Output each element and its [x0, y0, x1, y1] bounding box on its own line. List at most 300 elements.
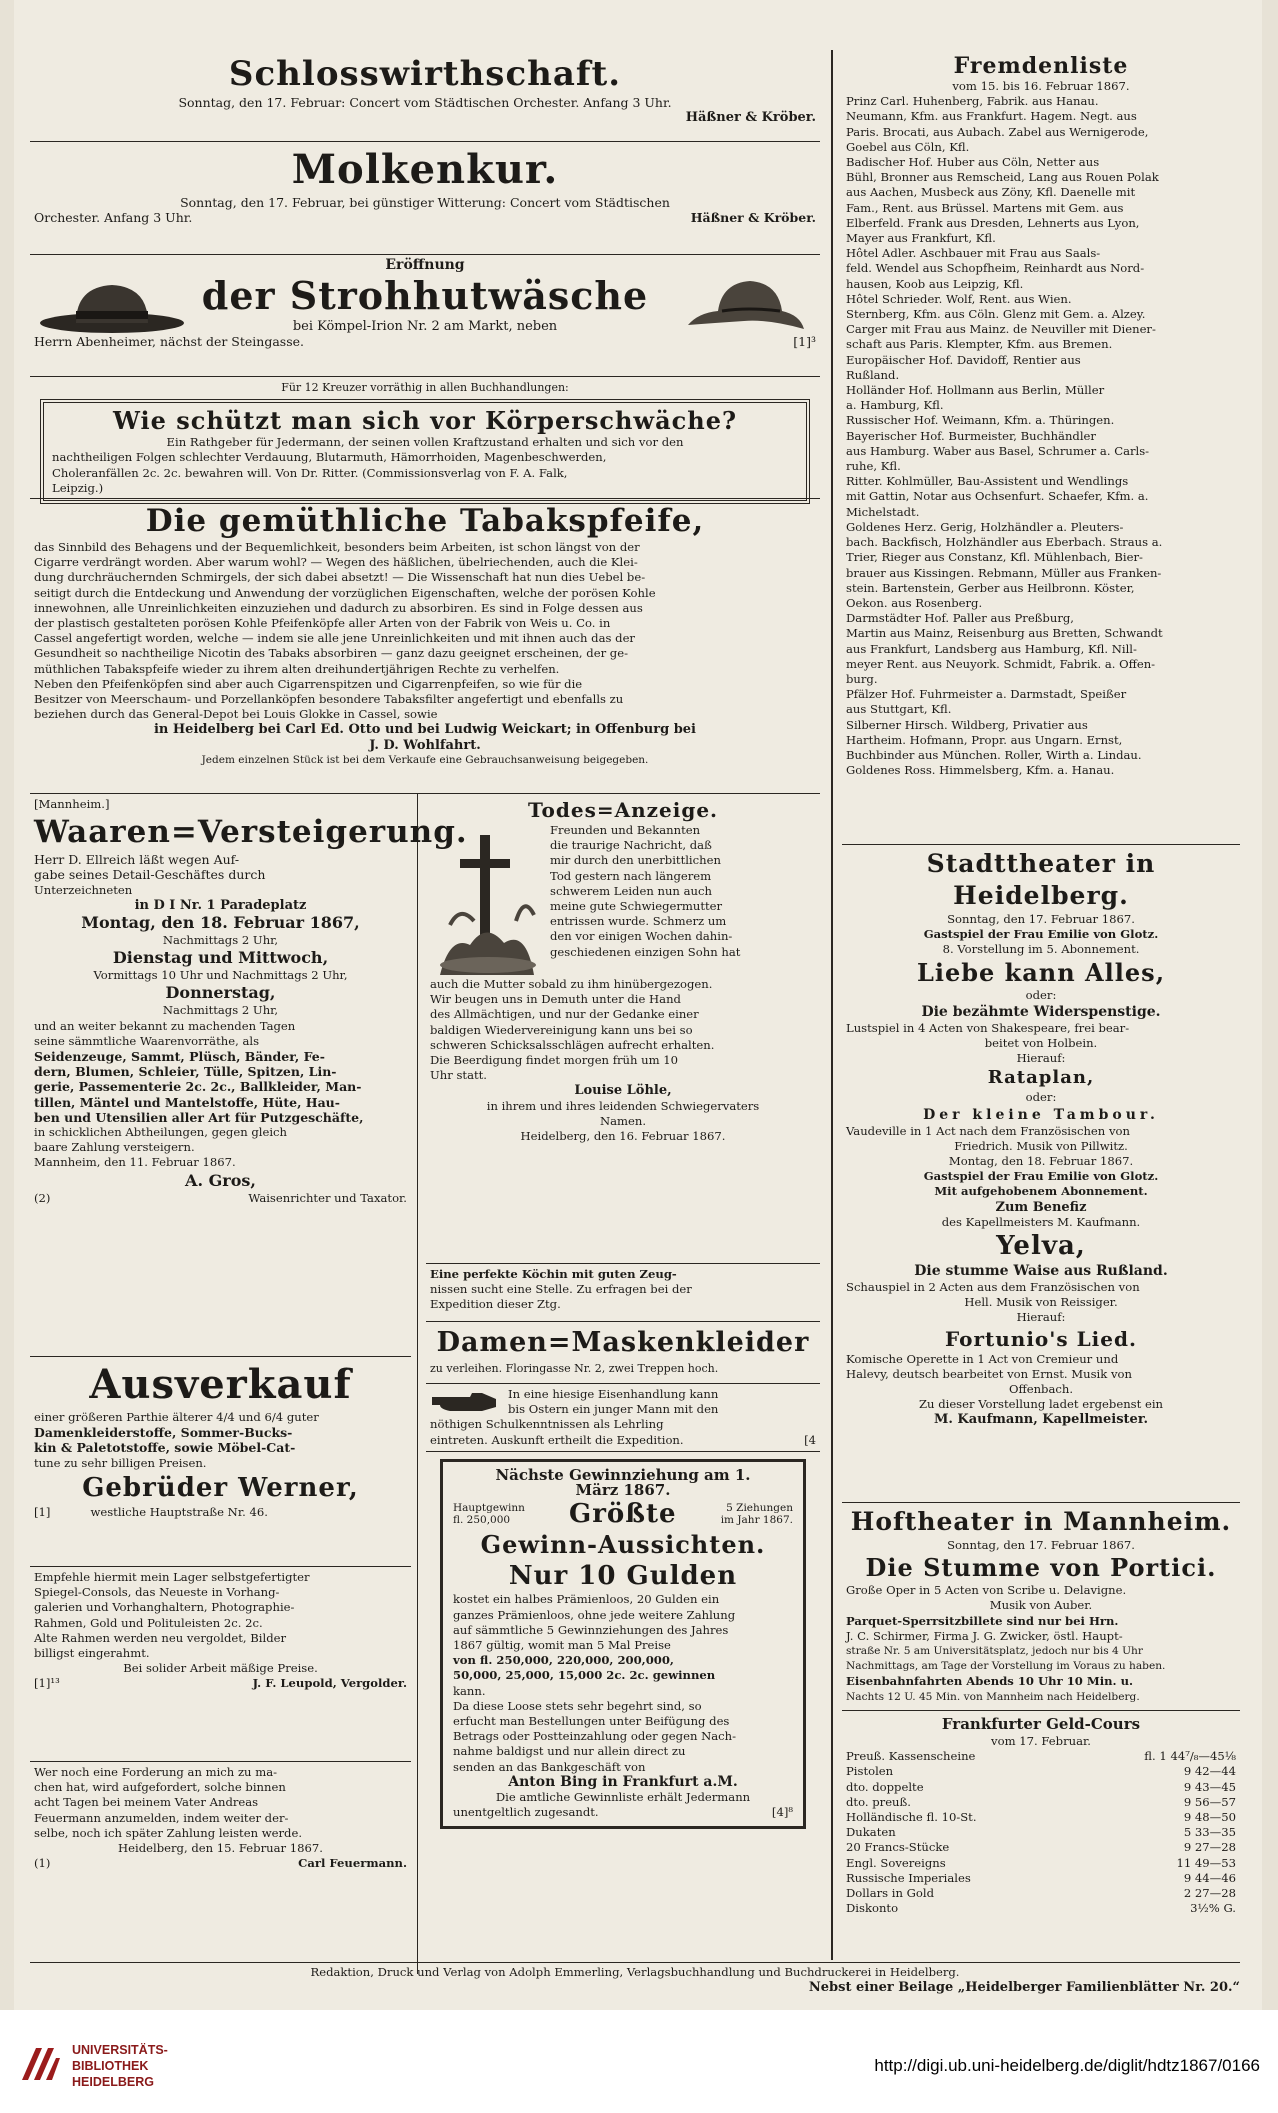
fremd-line: Russischer Hof. Weimann, Kfm. a. Thüringen. [846, 413, 1115, 428]
cours-row [846, 1886, 1236, 1901]
stadt-l18: Hierauf: [1016, 1310, 1066, 1325]
waaren-l17: ben und Utensilien aller Art für Putzgeschäfte, [34, 1109, 364, 1125]
fremd-line: aus Hamburg. Waber aus Basel, Schrumer a. Carls- [846, 443, 1150, 458]
cours-name: Russische Imperiales [846, 1870, 971, 1885]
tabak-l7: Cassel angefertigt worden, welche — indem sie alle jene Unreinlichkeiten und mit ihnen auch das der [34, 631, 635, 646]
schloss-title: Schlosswirthschaft. [228, 54, 622, 94]
gewinn-l11: nahme baldigst und nur allein direct zu [453, 1744, 686, 1759]
stadt-l8: oder: [1025, 1090, 1057, 1105]
fremd-line: Michelstadt. [846, 504, 920, 519]
fremd-title: Fremdenliste [953, 53, 1129, 79]
leupold-l5: Alte Rahmen werden neu vergoldet, Bilder [34, 1630, 287, 1645]
stadt-l3: 8. Vorstellung im 5. Abonnement. [942, 942, 1140, 957]
fremd-line: Europäischer Hof. Davidoff, Rentier aus [846, 352, 1081, 367]
logo-line3: HEIDELBERG [72, 2075, 154, 2089]
fremd-line: Hôtel Adler. Aschbauer mit Frau aus Saals- [846, 246, 1101, 261]
fremd-line: brauer aus Kissingen. Rebmann, Müller aus Franken- [846, 565, 1162, 580]
cours-row [846, 1810, 1236, 1825]
waaren-l15: gerie, Passementerie 2c. 2c., Ballkleider, Man- [34, 1079, 362, 1095]
schutz-l3: Choleranfällen 2c. 2c. bewahren will. Von Dr. Ritter. (Commissionsverlag von F. A. Falk, [52, 465, 568, 480]
ad-schlosswirthschaft [30, 50, 820, 142]
schloss-line: Sonntag, den 17. Februar: Concert vom Städtischen Orchester. Anfang 3 Uhr. [178, 95, 672, 110]
feuermann-l2: chen hat, wird aufgefordert, solche binnen [34, 1780, 286, 1795]
leupold-sign: J. F. Leupold, Vergolder. [252, 1676, 407, 1691]
fremd-line: Silberner Hirsch. Wildberg, Privatier aus [846, 717, 1088, 732]
fremd-line: Holländer Hof. Hollmann aus Berlin, Müller [846, 383, 1105, 398]
waaren-l9: Donnerstag, [165, 983, 276, 1003]
cours-name: dto. preuß. [846, 1794, 911, 1809]
left-subcolumns [30, 794, 820, 1974]
hof-l2: Große Oper in 5 Acten von Scribe u. Delavigne. [846, 1583, 1127, 1598]
waaren-sign: A. Gros, [185, 1170, 256, 1190]
schutz-frame [40, 399, 810, 504]
todes-l10: auch die Mutter sobald zu ihm hinübergezogen. [430, 977, 713, 991]
todes-l18: Namen. [599, 1113, 647, 1128]
stadt-t7: Fortunio's Lied. [945, 1326, 1137, 1351]
waaren-l10: Nachmittags 2 Uhr, [162, 1003, 279, 1018]
hof-l6: straße Nr. 5 am Universitätsplatz, jedoch nur bis 4 Uhr [846, 1645, 1143, 1658]
todes-l16: Uhr statt. [430, 1068, 487, 1083]
cours-name: Dollars in Gold [846, 1886, 935, 1901]
todes-l8: den vor einigen Wochen dahin- [550, 929, 733, 944]
schutz-top: Für 12 Kreuzer vorräthig in allen Buchhandlungen: [281, 381, 569, 394]
fremd-line: Paris. Brocati, aus Aubach. Zabel aus Wernigerode, [846, 124, 1149, 139]
ad-tabakspfeife [30, 499, 820, 794]
hof-l8: Eisenbahnfahrten Abends 10 Uhr 10 Min. u. [846, 1674, 1134, 1689]
fremd-line: mit Gattin, Notar aus Ochsenfurt. Schaefer, Kfm. a. [846, 489, 1149, 504]
fremd-line: burg. [846, 671, 878, 686]
todes-l13: baldigen Wiedervereinigung kann uns bei so [430, 1022, 693, 1037]
koechin-l3: Expedition dieser Ztg. [430, 1297, 561, 1312]
gewinn-t3: Gewinn-Aussichten. [480, 1530, 766, 1560]
fremd-line: Pfälzer Hof. Fuhrmeister a. Darmstadt, Speißer [846, 687, 1127, 702]
molken-line2: Orchester. Anfang 3 Uhr. [34, 210, 193, 226]
ad-molkenkur [30, 142, 820, 255]
feuermann-l4: Feuermann anzumelden, indem weiter der- [34, 1810, 289, 1825]
fremd-line: Prinz Carl. Huhenberg, Fabrik. aus Hanau. [846, 94, 1099, 109]
cours-value: 5 33—35 [1183, 1825, 1236, 1840]
todes-title: Todes=Anzeige. [527, 798, 719, 822]
todes-l4: Tod gestern nach längerem [550, 868, 712, 883]
todes-l7: entrissen wurde. Schmerz um [550, 914, 727, 929]
tabak-l8: Gesundheit so nachtheilige Nicotin des Tabaks absorbiren — ganz dazu geeignet erscheinen, der ge- [34, 646, 629, 661]
cours-row [846, 1764, 1236, 1779]
stadt-l2: Gastspiel der Frau Emilie von Glotz. [923, 927, 1159, 942]
todes-l9: geschiedenen einzigen Sohn hat [550, 944, 741, 959]
fremd-line: a. Hamburg, Kfl. [846, 398, 944, 413]
waaren-l3: Unterzeichneten [34, 882, 133, 897]
ad-todesanzeige [426, 794, 820, 1264]
todes-name: Louise Löhle, [574, 1083, 672, 1099]
stadt-l17: Hell. Musik von Reissiger. [964, 1295, 1118, 1310]
stadt-l21: Offenbach. [1008, 1382, 1074, 1397]
fremd-line: Buchbinder aus München. Roller, Wirth a. Lindau. [846, 747, 1142, 762]
tabak-l4: seitigt durch die Entdeckung und Anwendung der vorzüglichen Eigenschaften, welche der porösen Kohle [34, 585, 656, 600]
fremd-line: Trier, Rieger aus Constanz, Kfl. Mühlenbach, Bier- [846, 550, 1143, 565]
stadt-t5: Yelva, [996, 1231, 1086, 1262]
hof-l7: Nachmittags, am Tage der Vorstellung im Voraus zu haben. [846, 1660, 1166, 1673]
lehrling-l1: In eine hiesige Eisenhandlung kann [508, 1387, 719, 1401]
fremd-line: Carger mit Frau aus Mainz. de Neuviller mit Diener- [846, 322, 1156, 337]
gewinn-gr: Größte [569, 1499, 677, 1530]
gewinn-num: [4]⁸ [771, 1805, 793, 1820]
todes-l12: des Allmächtigen, und nur der Gedanke einer [430, 1007, 699, 1022]
lehrling-l3: nöthigen Schulkenntnissen als Lehrling [430, 1417, 664, 1432]
cours-value: 9 43—45 [1183, 1779, 1236, 1794]
stadttheater [842, 845, 1240, 1503]
cours-value: 3½% G. [1190, 1901, 1236, 1916]
waaren-l13: Seidenzeuge, Sammt, Plüsch, Bänder, Fe- [34, 1049, 325, 1065]
fremd-line: Darmstädter Hof. Paller aus Preßburg, [846, 611, 1074, 626]
gewinn-l7: kann. [453, 1683, 486, 1698]
stadt-l6: beitet von Holbein. [984, 1036, 1098, 1051]
gewinn-l9: erfucht man Bestellungen unter Beifügung des [453, 1714, 730, 1729]
hof-l4: Parquet-Sperrsitzbillete sind nur bei Hrn. [846, 1613, 1119, 1628]
tabak-l2: Cigarre verdrängt worden. Aber warum wohl? — Wegen des häßlichen, übelriechenden, auch die Klei- [34, 555, 638, 570]
leupold-l7: Bei solider Arbeit mäßige Preise. [123, 1661, 318, 1676]
waaren-l12: seine sämmtliche Waarenvorräthe, als [34, 1033, 260, 1048]
beilage-line: Nebst einer Beilage „Heidelberger Familienblätter Nr. 20.“ [808, 1980, 1240, 1995]
gewinn-l5: von fl. 250,000, 220,000, 200,000, [453, 1653, 674, 1668]
hat-icon-right [678, 275, 808, 335]
molken-sign: Häßner & Kröber. [690, 210, 816, 226]
gewinn-l13: Die amtliche Gewinnliste erhält Jedermann [495, 1790, 751, 1805]
fremd-line: aus Stuttgart, Kfl. [846, 702, 952, 717]
cours-row [846, 1795, 1236, 1810]
fremd-line: stein. Bartenstein, Gerber aus Heilbronn. Köster, [846, 580, 1135, 595]
hat-icon-left [38, 277, 186, 335]
library-logo-text [72, 2042, 168, 2090]
ad-strohhut [30, 255, 820, 377]
tabak-l6: der plastisch gestalteten porösen Kohle Pfeifenköpfe aller Arten von der Fabrik von Weis u. Co. in [34, 616, 611, 631]
todes-l6: meine gute Schwiegermutter [550, 899, 723, 914]
tabak-title: Die gemüthliche Tabakspfeife, [145, 503, 705, 539]
fremd-line: aus Aachen, Musbeck aus Zöny, Kfl. Daenelle mit [846, 185, 1136, 200]
grave-cross-icon [430, 825, 542, 975]
cours-table [846, 1749, 1236, 1916]
waaren-l8: Vormittags 10 Uhr und Nachmittags 2 Uhr, [93, 968, 348, 983]
cours-name: Holländische fl. 10-St. [846, 1810, 977, 1825]
hoftheater [842, 1503, 1240, 1711]
fremd-line: Hartheim. Hofmann, Propr. aus Ungarn. Ernst, [846, 732, 1123, 747]
ausverkauf-title: Ausverkauf [89, 1361, 352, 1408]
schutz-l2: nachtheiligen Folgen schlechter Verdauung, Blutarmuth, Hämorrhoiden, Magenbeschwerden, [52, 450, 607, 465]
stroh-line2: Herrn Abenheimer, nächst der Steingasse. [34, 334, 304, 350]
imprint-area [30, 1962, 1240, 1995]
damen-l1: zu verleihen. Floringasse Nr. 2, zwei Treppen hoch. [430, 1362, 719, 1375]
leupold-l6: billigst eingerahmt. [34, 1646, 150, 1661]
fremd-line: Fam., Rent. aus Brüssel. Martens mit Gem. aus [846, 200, 1124, 215]
tabak-l13: in Heidelberg bei Carl Ed. Otto und bei Ludwig Weickart; in Offenburg bei [153, 722, 696, 738]
fremd-line: Badischer Hof. Huber aus Cöln, Netter aus [846, 155, 1100, 170]
gewinn-l1: kostet ein halbes Prämienloos, 20 Gulden ein [453, 1592, 720, 1607]
cours-name: Engl. Sovereigns [846, 1855, 946, 1870]
leupold-l3: galerien und Vorhanghaltern, Photographie- [34, 1600, 295, 1615]
tabak-l11: Besitzer von Meerschaum- und Porzellanköpfen besondere Tabaksfilter angefertigt und ebenfalls zu [34, 692, 624, 707]
cours-value: 9 44—46 [1183, 1870, 1236, 1885]
feuermann-l1: Wer noch eine Forderung an mich zu ma- [34, 1765, 278, 1779]
todes-l5: schwerem Leiden nun auch [550, 883, 712, 898]
waaren-title: Waaren=Versteigerung. [34, 814, 468, 851]
stadt-t1: Liebe kann Alles, [916, 957, 1166, 987]
gewinn-hgv: fl. 250,000 [453, 1514, 511, 1527]
waaren-l2: gabe seines Detail-Geschäftes durch [34, 867, 266, 883]
gewinn-l3: auf sämmtliche 5 Gewinnziehungen des Jahres [453, 1622, 729, 1637]
gewinn-frame [440, 1459, 806, 1829]
ad-koerperschwaeche [30, 377, 820, 499]
stadt-l14: Zum Benefiz [995, 1199, 1087, 1215]
fremd-line: Sternberg, Kfm. aus Cöln. Glenz mit Gem. a. Alzey. [846, 307, 1146, 322]
fremdenliste [842, 50, 1240, 845]
gewinn-l10: Betrags oder Postteinzahlung oder gegen Nach- [453, 1729, 737, 1744]
todes-l2: die traurige Nachricht, daß [550, 838, 712, 853]
gewinn-l2: ganzes Prämienloos, ohne jede weitere Zahlung [453, 1607, 736, 1622]
library-footer [0, 2010, 1278, 2113]
ausverkauf-firm: Gebrüder Werner, [82, 1472, 359, 1503]
koechin-l1: Eine perfekte Köchin mit guten Zeug- [430, 1267, 677, 1281]
cours-row [846, 1780, 1236, 1795]
waaren-l4: in D I Nr. 1 Paradeplatz [134, 897, 307, 913]
feuermann-sign: Carl Feuermann. [298, 1856, 407, 1871]
cours-name: Preuß. Kassenscheine [846, 1749, 976, 1764]
tabak-l12: beziehen durch das General-Depot bei Louis Glokke in Cassel, sowie [34, 707, 438, 722]
fremd-line: schaft aus Paris. Klempter, Kfm. aus Bremen. [846, 337, 1113, 352]
cours-row [846, 1825, 1236, 1840]
logo-line1: UNIVERSITÄTS- [72, 2043, 168, 2057]
gewinn-l6: 50,000, 25,000, 15,000 2c. 2c. gewinnen [453, 1668, 716, 1683]
lehrling-l4: eintreten. Auskunft ertheilt die Expedition. [430, 1432, 684, 1447]
ad-leupold [30, 1567, 411, 1762]
gewinn-zj: im Jahr 1867. [720, 1514, 793, 1527]
logo-line2: BIBLIOTHEK [72, 2059, 149, 2073]
schloss-sign: Häßner & Kröber. [685, 110, 816, 126]
gewinn-z: 5 Ziehungen [726, 1502, 793, 1515]
fremd-line: Elberfeld. Frank aus Dresden, Lehnerts aus Lyon, [846, 215, 1140, 230]
lehrling-l2: bis Ostern ein junger Mann mit den [508, 1402, 719, 1417]
stadt-l22: Zu dieser Vorstellung ladet ergebenst ein [918, 1397, 1163, 1412]
ausverkauf-l4: tune zu sehr billigen Preisen. [34, 1455, 207, 1470]
fremd-line: Goebel aus Cöln, Kfl. [846, 139, 970, 154]
gewinn-l4: 1867 gültig, womit man 5 Mal Preise [453, 1638, 671, 1653]
cours-row [846, 1840, 1236, 1855]
left-subcolumn-b [418, 794, 820, 1974]
lehrling-num: [4 [804, 1432, 816, 1447]
hof-title: Hoftheater in Mannheim. [850, 1507, 1232, 1536]
molken-title: Molkenkur. [291, 146, 559, 193]
imprint-line: Redaktion, Druck und Verlag von Adolph Emmerling, Verlagsbuchhandlung und Buchdruckerei in Heidelberg. [30, 1962, 1240, 1980]
stroh-pre: Eröffnung [385, 257, 465, 273]
fremd-line: feld. Wendel aus Schopfheim, Reinhardt aus Nord- [846, 261, 1145, 276]
tabak-l14: J. D. Wohlfahrt. [369, 737, 481, 753]
cours-value: 9 48—50 [1183, 1810, 1236, 1825]
gewinn-hg: Hauptgewinn [453, 1502, 525, 1515]
stadt-l5: Lustspiel in 4 Acten von Shakespeare, frei bear- [846, 1020, 1130, 1035]
ausverkauf-l3: kin & Paletotstoffe, sowie Möbel-Cat- [34, 1440, 296, 1456]
stadt-l1: Sonntag, den 17. Februar 1867. [947, 912, 1135, 926]
todes-l11: Wir beugen uns in Demuth unter die Hand [430, 992, 681, 1007]
waaren-l18: in schicklichen Abtheilungen, gegen gleich [34, 1125, 288, 1140]
geld-cours [842, 1711, 1240, 1941]
fremd-line: hausen, Koob aus Leipzig, Kfl. [846, 276, 1024, 291]
left-column [30, 50, 820, 1974]
tabak-l3: dung durchräuchernden Schmirgels, der sich dabei absetzt! — Die Wissenschaft hat nun dies Uebel be- [34, 570, 646, 585]
fremd-line: Oekon. aus Rosenberg. [846, 595, 983, 610]
stroh-title: der Strohhutwäsche [201, 273, 649, 319]
todes-l1: Freunden und Bekannten [550, 823, 701, 837]
hof-l3: Musik von Auber. [989, 1598, 1093, 1613]
cours-row [846, 1871, 1236, 1886]
waaren-l6: Nachmittags 2 Uhr, [162, 933, 279, 948]
stadt-l10: Friedrich. Musik von Pillwitz. [954, 1138, 1128, 1153]
feuermann-l6: Heidelberg, den 15. Februar 1867. [118, 1841, 323, 1856]
stadt-t3: Rataplan, [987, 1067, 1095, 1089]
waaren-l11: und an weiter bekannt zu machenden Tagen [34, 1018, 296, 1033]
fremd-line: Bühl, Bronner aus Remscheid, Lang aus Rouen Polak [846, 170, 1159, 185]
waaren-l20: Mannheim, den 11. Februar 1867. [34, 1155, 236, 1170]
fremd-line: ruhe, Kfl. [846, 459, 901, 474]
stadt-title: Stadttheater in Heidelberg. [926, 849, 1156, 910]
cours-name: 20 Francs-Stücke [846, 1840, 950, 1855]
ad-maskenkleider [426, 1322, 820, 1384]
fremd-line: Hôtel Schrieder. Wolf, Rent. aus Wien. [846, 291, 1072, 306]
waaren-role: Waisenrichter und Taxator. [248, 1190, 407, 1205]
fremd-line: Rußland. [846, 367, 900, 382]
ausverkauf-l1: einer größeren Parthie älterer 4/4 und 6/4 guter [34, 1410, 319, 1424]
right-column [842, 50, 1240, 1941]
pointing-hand-icon [430, 1389, 500, 1415]
ad-gewinnziehung [426, 1452, 820, 1957]
tabak-l15: Jedem einzelnen Stück ist bei dem Verkaufe eine Gebrauchsanweisung beigegeben. [201, 753, 649, 766]
koechin-l2: nissen sucht eine Stelle. Zu erfragen bei der [430, 1282, 692, 1297]
stadt-l13: Mit aufgehobenem Abonnement. [934, 1184, 1148, 1199]
waaren-l7: Dienstag und Mittwoch, [112, 948, 329, 968]
fremd-line: bach. Backfisch, Holzhändler aus Eberbach. Straus a. [846, 535, 1163, 550]
stadt-sign: M. Kaufmann, Kapellmeister. [933, 1412, 1149, 1428]
stroh-line1: bei Kömpel-Irion Nr. 2 am Markt, neben [292, 319, 558, 335]
stadt-l9: Vaudeville in 1 Act nach dem Französischen von [846, 1123, 1130, 1138]
hof-l9: Nachts 12 U. 45 Min. von Mannheim nach Heidelberg. [846, 1690, 1140, 1703]
stadt-l19: Komische Operette in 1 Act von Cremieur und [846, 1351, 1119, 1366]
fremd-line: Bayerischer Hof. Burmeister, Buchhändler [846, 428, 1096, 443]
leupold-l2: Spiegel-Consols, das Neueste in Vorhang- [34, 1585, 280, 1600]
todes-l15: Die Beerdigung findet morgen früh um 10 [430, 1053, 679, 1068]
gewinn-l14: unentgeltlich zugesandt. [453, 1805, 599, 1820]
cours-value: 2 27—28 [1183, 1886, 1236, 1901]
cours-row [846, 1856, 1236, 1871]
fremd-line: aus Frankfurt, Landsberg aus Hamburg, Kfl. Nill- [846, 641, 1137, 656]
stadt-l15: des Kapellmeisters M. Kaufmann. [941, 1214, 1141, 1229]
gewinn-l8: Da diese Loose stets sehr begehrt sind, so [453, 1698, 702, 1713]
stadt-l4: oder: [1025, 987, 1057, 1002]
cours-name: Pistolen [846, 1764, 894, 1779]
cours-title: Frankfurter Geld-Cours [941, 1715, 1141, 1733]
column-divider [831, 50, 833, 1960]
todes-l3: mir durch den unerbittlichen [550, 853, 721, 868]
stadt-t2: Die bezähmte Widerspenstige. [921, 1003, 1161, 1020]
damen-title: Damen=Maskenkleider [436, 1327, 810, 1358]
fremd-line: Martin aus Mainz, Reisenburg aus Bretten, Schwandt [846, 626, 1163, 641]
fremd-sub: vom 15. bis 16. Februar 1867. [952, 79, 1130, 93]
fremd-line: Ritter. Kohlmüller, Bau-Assistent und Wendlings [846, 474, 1129, 489]
leupold-l4: Rahmen, Gold und Polituleisten 2c. 2c. [34, 1615, 263, 1630]
stadt-l11: Montag, den 18. Februar 1867. [948, 1154, 1134, 1169]
cours-name: Diskonto [846, 1901, 899, 1916]
ad-ausverkauf [30, 1357, 411, 1567]
ausverkauf-num: [1] [34, 1504, 51, 1519]
fremd-line: Goldenes Herz. Gerig, Holzhändler a. Pleuters- [846, 519, 1124, 534]
tabak-l1: das Sinnbild des Behagens und der Bequemlichkeit, besonders beim Arbeiten, ist schon längst von der [34, 540, 640, 554]
schutz-l1: Ein Rathgeber für Jedermann, der seinen vollen Kraftzustand erhalten und sich vor den [166, 435, 684, 450]
molken-line1: Sonntag, den 17. Februar, bei günstiger Witterung: Concert vom Städtischen [180, 195, 670, 210]
todes-date: Heidelberg, den 16. Februar 1867. [520, 1129, 726, 1144]
stadt-l7: Hierauf: [1016, 1051, 1066, 1066]
cours-value: 9 56—57 [1183, 1794, 1236, 1809]
cours-row [846, 1901, 1236, 1916]
ausverkauf-addr: westliche Hauptstraße Nr. 46. [90, 1504, 268, 1519]
gewinn-l12: senden an das Bankgeschäft von [453, 1759, 646, 1774]
stadt-l16: Schauspiel in 2 Acten aus dem Französischen von [846, 1280, 1140, 1295]
hof-l1: Sonntag, den 17. Februar 1867. [947, 1538, 1135, 1552]
cours-value: 9 27—28 [1183, 1840, 1236, 1855]
feuermann-num: (1) [34, 1856, 51, 1871]
leupold-num: [1]¹³ [34, 1676, 60, 1691]
stadt-l12: Gastspiel der Frau Emilie von Glotz. [923, 1169, 1159, 1184]
waaren-place: [Mannheim.] [34, 797, 110, 811]
gewinn-firm: Anton Bing in Frankfurt a.M. [508, 1773, 738, 1790]
stadt-l20: Halevy, deutsch bearbeitet von Ernst. Musik von [846, 1366, 1132, 1381]
ad-feuermann [30, 1762, 411, 1932]
stroh-num: [1]³ [793, 334, 816, 350]
fremd-line: Goldenes Ross. Himmelsberg, Kfm. a. Hanau. [846, 763, 1115, 778]
cours-row [846, 1749, 1236, 1764]
stadt-t6: Die stumme Waise aus Rußland. [914, 1263, 1168, 1280]
waaren-l16: tillen, Mäntel und Mantelstoffe, Hüte, Hau- [34, 1094, 340, 1110]
cours-name: dto. doppelte [846, 1779, 924, 1794]
source-url-link[interactable]: http://digi.ub.uni-heidelberg.de/diglit/hdtz1867/0166 [874, 2056, 1260, 2075]
tabak-l10: Neben den Pfeifenköpfen sind aber auch Cigarrenspitzen und Cigarrenpfeifen, so wie für die [34, 676, 583, 691]
fremd-lines [846, 94, 1236, 778]
stadt-t4: Der kleine Tambour. [923, 1106, 1159, 1123]
todes-l17: in ihrem und ihres leidenden Schwiegervaters [486, 1098, 760, 1113]
schutz-l4: Leipzig.) [52, 480, 104, 495]
hof-t1: Die Stumme von Portici. [865, 1553, 1217, 1583]
feuermann-l3: acht Tagen bei meinem Vater Andreas [34, 1795, 259, 1810]
cours-sub: vom 17. Februar. [991, 1734, 1091, 1748]
todes-l14: schweren Schicksalsschlägen aufrecht erhalten. [430, 1037, 715, 1052]
hof-l5: J. C. Schirmer, Firma J. G. Zwicker, östl. Haupt- [846, 1628, 1123, 1643]
fremd-line: Neumann, Kfm. aus Frankfurt. Hagem. Negt. aus [846, 109, 1137, 124]
waaren-l14: dern, Blumen, Schleier, Tülle, Spitzen, Lin- [34, 1064, 337, 1080]
fremd-line: Mayer aus Frankfurt, Kfl. [846, 231, 996, 246]
leupold-l1: Empfehle hiermit mein Lager selbstgefertigter [34, 1570, 310, 1584]
waaren-num: (2) [34, 1190, 51, 1205]
waaren-l5: Montag, den 18. Februar 1867, [81, 913, 360, 933]
cours-name: Dukaten [846, 1825, 896, 1840]
gewinn-t4: Nur 10 Gulden [508, 1561, 738, 1592]
ad-koechin [426, 1264, 820, 1322]
waaren-l1: Herr D. Ellreich läßt wegen Auf- [34, 852, 240, 868]
tabak-l5: innewohnen, alle Unreinlichkeiten einzuziehen und dadurch zu absorbiren. Es sind in Folge dessen aus [34, 600, 643, 615]
cours-value: fl. 1 44⁷/₈—45⅛ [1144, 1749, 1236, 1764]
fremd-line: meyer Rent. aus Neuyork. Schmidt, Fabrik. a. Offen- [846, 656, 1156, 671]
ad-lehrling [426, 1384, 820, 1452]
waaren-l19: baare Zahlung versteigern. [34, 1140, 195, 1155]
cours-value: 9 42—44 [1183, 1764, 1236, 1779]
schutz-title: Wie schützt man sich vor Körperschwäche? [112, 406, 738, 436]
gewinn-t2: März 1867. [575, 1481, 671, 1500]
tabak-l9: müthlichen Tabakspfeife wieder zu ihrem alten dreihundertjährigen Rechte zu verhelfen. [34, 661, 560, 676]
gewinn-t1: Nächste Gewinnziehung am 1. [495, 1466, 751, 1484]
